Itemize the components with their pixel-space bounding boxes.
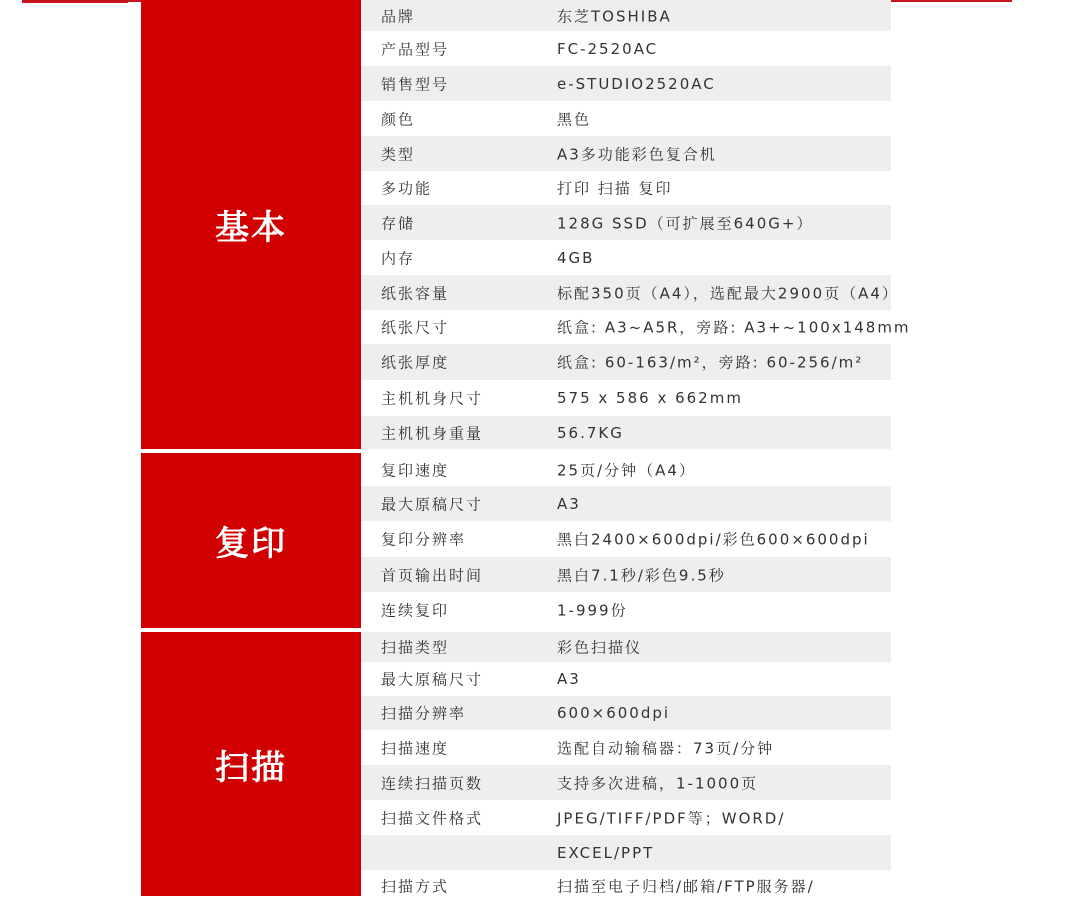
spec-value: 打印 扫描 复印	[557, 179, 673, 198]
spec-row	[361, 696, 891, 730]
spec-label: 存储	[381, 214, 416, 232]
spec-label: 扫描方式	[381, 877, 450, 896]
spec-label: 扫描文件格式	[381, 809, 484, 827]
spec-value: 56.7KG	[557, 423, 624, 442]
spec-row	[361, 632, 891, 662]
spec-value: 黑白7.1秒/彩色9.5秒	[557, 566, 726, 584]
spec-row	[361, 310, 911, 344]
spec-row	[361, 730, 891, 765]
spec-row	[361, 66, 891, 101]
spec-row	[361, 765, 891, 800]
spec-row	[361, 171, 891, 205]
spec-value: 黑色	[557, 110, 592, 128]
spec-value: A3	[557, 494, 581, 513]
spec-value: 575 x 586 x 662mm	[557, 389, 743, 407]
spec-row	[361, 800, 891, 835]
top-active-tab-indicator	[22, 0, 128, 3]
spec-label: 连续复印	[381, 601, 450, 620]
spec-label: 纸张厚度	[381, 353, 450, 372]
spec-value: e-STUDIO2520AC	[557, 74, 716, 93]
spec-label: 连续扫描页数	[381, 774, 484, 792]
spec-value: EXCEL/PPT	[557, 843, 655, 862]
spec-label: 类型	[381, 145, 416, 163]
spec-row	[361, 557, 891, 592]
spec-label: 纸张容量	[381, 284, 450, 302]
spec-value: FC-2520AC	[557, 39, 659, 58]
section-title: 扫描	[215, 747, 287, 788]
spec-row	[361, 486, 891, 521]
section-header-basic	[141, 0, 361, 449]
section-title: 复印	[215, 524, 287, 564]
spec-label: 最大原稿尺寸	[381, 495, 484, 513]
section-basic	[141, 0, 911, 449]
spec-label: 复印速度	[381, 461, 450, 479]
spec-label: 复印分辨率	[381, 530, 467, 549]
spec-label: 扫描分辨率	[381, 704, 467, 723]
spec-value: 纸盒: A3~A5R，旁路: A3+~100x148mm	[557, 318, 911, 337]
spec-label: 内存	[381, 249, 416, 267]
spec-label: 颜色	[381, 110, 416, 128]
spec-row	[361, 521, 891, 557]
spec-value: 128G SSD（可扩展至640G+）	[557, 214, 814, 232]
spec-value: 600×600dpi	[557, 704, 671, 722]
spec-label: 主机机身尺寸	[381, 389, 484, 408]
spec-row	[361, 835, 891, 870]
section-header-scan	[141, 632, 361, 896]
spec-table	[141, 0, 911, 896]
spec-row	[361, 240, 891, 275]
spec-row	[361, 101, 891, 136]
spec-value: A3	[557, 670, 581, 688]
spec-label: 首页输出时间	[381, 566, 484, 584]
spec-row	[361, 31, 891, 66]
spec-value: JPEG/TIFF/PDF等；WORD/	[557, 809, 786, 827]
spec-value: 扫描至电子归档/邮箱/FTP服务器/	[557, 877, 815, 896]
spec-row	[361, 870, 891, 902]
spec-row	[361, 416, 891, 449]
spec-row	[361, 380, 891, 416]
spec-value: 支持多次进稿，1-1000页	[557, 774, 759, 792]
spec-row	[361, 136, 891, 171]
section-scan	[141, 632, 891, 896]
spec-label: 多功能	[381, 179, 433, 198]
spec-row	[361, 0, 891, 31]
spec-value: 选配自动输稿器：73页/分钟	[557, 739, 775, 757]
spec-label: 扫描类型	[381, 638, 450, 657]
spec-row	[361, 275, 899, 310]
spec-value: 东芝TOSHIBA	[557, 7, 672, 25]
spec-label: 最大原稿尺寸	[381, 670, 484, 689]
spec-row	[361, 453, 891, 486]
spec-value: 25页/分钟（A4）	[557, 461, 696, 479]
spec-value: 标配350页（A4），选配最大2900页（A4）	[557, 284, 899, 302]
spec-value: 彩色扫描仪	[557, 638, 643, 657]
section-title: 基本	[215, 208, 287, 248]
spec-label: 纸张尺寸	[381, 318, 450, 337]
section-copy	[141, 453, 891, 628]
spec-row	[361, 592, 891, 628]
spec-row	[361, 344, 891, 380]
section-header-copy	[141, 453, 361, 628]
spec-value: A3多功能彩色复合机	[557, 145, 717, 163]
spec-value: 纸盒: 60-163/m²，旁路: 60-256/m²	[557, 353, 864, 372]
spec-label: 扫描速度	[381, 739, 450, 757]
spec-value: 1-999份	[557, 601, 628, 620]
spec-label: 产品型号	[381, 40, 450, 58]
spec-value: 黑白2400×600dpi/彩色600×600dpi	[557, 530, 870, 549]
spec-row	[361, 662, 891, 696]
spec-label: 品牌	[381, 7, 416, 25]
spec-label: 销售型号	[381, 75, 450, 93]
spec-value: 4GB	[557, 248, 595, 267]
spec-row	[361, 205, 891, 240]
spec-label: 主机机身重量	[381, 424, 484, 442]
